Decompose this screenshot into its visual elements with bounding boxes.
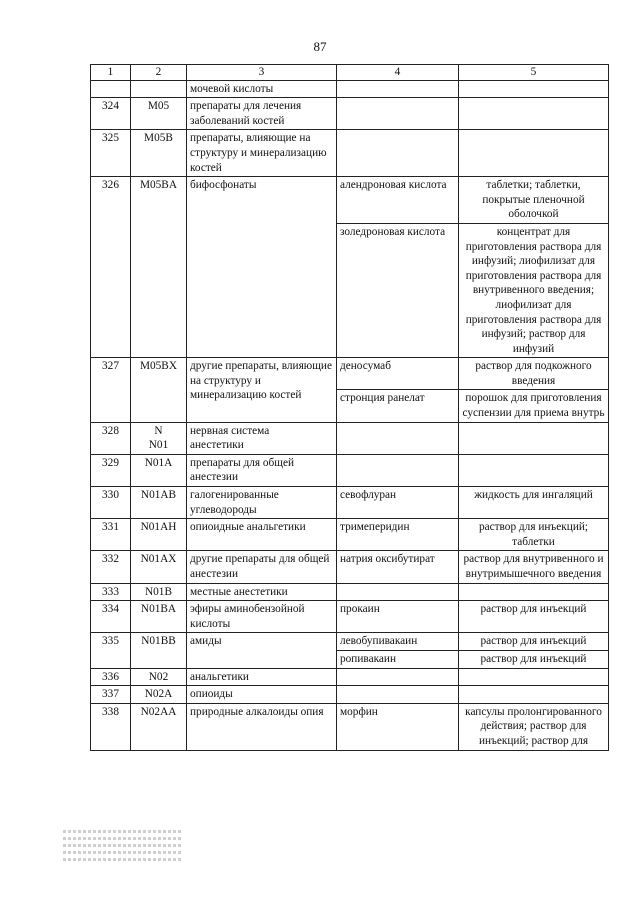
table-header-row: [91, 65, 609, 81]
atc-code: [131, 98, 187, 130]
row-number: 332: [91, 551, 131, 583]
atc-code: [131, 80, 187, 98]
atc-group-name-text: другие препараты для общей анестезии: [190, 553, 330, 580]
atc-code: [131, 358, 187, 422]
drug-name: [337, 454, 459, 486]
dosage-form: раствор для инъекций: [459, 601, 609, 633]
atc-code-text: N01AB: [140, 489, 177, 502]
atc-group-name-text: другие препараты, влияющие на структуру и минерализацию костей: [190, 360, 332, 402]
atc-group-name-text: препараты, влияющие на структуру и минерализацию костей: [190, 132, 327, 174]
atc-group-name-text: местные анестетики: [190, 585, 288, 598]
dosage-form: таблетки; таблетки, покрытые пленочной оболочкой: [459, 177, 609, 224]
row-number: 331: [91, 519, 131, 551]
atc-group-name: [187, 633, 337, 668]
drug-name: [337, 80, 459, 98]
column-header: 3: [187, 65, 337, 81]
column-header: 1: [91, 65, 131, 81]
table-row: [91, 601, 609, 633]
table-row: [91, 454, 609, 486]
drug-name: тримеперидин: [337, 519, 459, 551]
drug-name: стронция ранелат: [337, 390, 459, 422]
atc-code: [131, 686, 187, 704]
atc-code: [131, 633, 187, 668]
dosage-form: концентрат для приготовления раствора для инфузий; лиофилизат для приготовления раствора для внутривенного введения; лиофилизат для приготовления раствора для инфузий; раствор для инфузий: [459, 223, 609, 357]
table-row: [91, 358, 609, 390]
atc-code: [131, 519, 187, 551]
row-number: 336: [91, 668, 131, 686]
atc-group-name-text: опиоиды: [190, 688, 233, 701]
drug-name: алендроновая кислота: [337, 177, 459, 224]
drug-name: [337, 583, 459, 601]
atc-code-text: N01BB: [141, 635, 176, 648]
row-number: 337: [91, 686, 131, 704]
column-header: 5: [459, 65, 609, 81]
atc-group-name-text: препараты для лечения заболеваний костей: [190, 100, 302, 127]
atc-group-name: [187, 551, 337, 583]
dosage-form: [459, 130, 609, 177]
atc-code: [131, 583, 187, 601]
table-row: [91, 80, 609, 98]
drug-name: [337, 686, 459, 704]
dosage-form: жидкость для ингаляций: [459, 487, 609, 519]
row-number: 327: [91, 358, 131, 422]
atc-code-text: M05: [147, 100, 170, 113]
atc-group-name-text: амиды: [190, 635, 222, 648]
table-row: [91, 519, 609, 551]
row-number: 333: [91, 583, 131, 601]
column-header: 4: [337, 65, 459, 81]
atc-group-name-text: опиоидные анальгетики: [190, 521, 306, 534]
atc-group-name-text: природные алкалоиды опия: [190, 705, 324, 718]
atc-code-text: N02A: [144, 688, 173, 701]
atc-group-name: [187, 668, 337, 686]
atc-group-name-text: анальгетики: [190, 670, 249, 683]
atc-group-name-text: эфиры аминобензойной кислоты: [190, 603, 305, 630]
atc-code-text: N01BA: [140, 603, 177, 616]
drug-name: деносумаб: [337, 358, 459, 390]
dosage-form: [459, 80, 609, 98]
atc-group-name: [187, 98, 337, 130]
dosage-form: раствор для подкожного введения: [459, 358, 609, 390]
atc-code-text: M05BX: [139, 360, 178, 373]
atc-group-name-text: нервная система анестетики: [190, 424, 270, 452]
atc-code-text: N01AH: [140, 521, 177, 534]
row-number: 324: [91, 98, 131, 130]
atc-code-text: N01AX: [140, 553, 177, 566]
row-number: 326: [91, 177, 131, 358]
dosage-form: [459, 422, 609, 454]
dosage-form: раствор для внутривенного и внутримышечного введения: [459, 551, 609, 583]
drug-name: [337, 668, 459, 686]
atc-code: [131, 422, 187, 454]
row-number: 335: [91, 633, 131, 668]
drug-name: севофлуран: [337, 487, 459, 519]
atc-code-text: M05BA: [139, 179, 178, 192]
dosage-form: [459, 583, 609, 601]
table-row: [91, 703, 609, 750]
dosage-form: [459, 98, 609, 130]
dosage-form: раствор для инъекций: [459, 650, 609, 668]
atc-code-text: N N01: [148, 424, 169, 452]
dosage-form: порошок для приготовления суспензии для приема внутрь: [459, 390, 609, 422]
dosage-form: [459, 454, 609, 486]
page-number: 87: [313, 39, 327, 54]
table-row: [91, 98, 609, 130]
atc-group-name: [187, 703, 337, 750]
table-row: [91, 487, 609, 519]
atc-group-name: [187, 519, 337, 551]
atc-code: [131, 601, 187, 633]
atc-group-name: [187, 454, 337, 486]
drug-name: прокаин: [337, 601, 459, 633]
atc-code: [131, 668, 187, 686]
dosage-form: капсулы пролонгированного действия; раствор для инъекций; раствор для: [459, 703, 609, 750]
atc-group-name: [187, 686, 337, 704]
dosage-form: раствор для инъекций: [459, 633, 609, 651]
row-number: [91, 80, 131, 98]
atc-group-name: [187, 358, 337, 422]
table-row: [91, 422, 609, 454]
drug-name: морфин: [337, 703, 459, 750]
table-row: [91, 551, 609, 583]
atc-group-name: [187, 601, 337, 633]
atc-code: [131, 454, 187, 486]
table-row: [91, 668, 609, 686]
atc-code-text: N01B: [145, 585, 172, 598]
drug-name: [337, 422, 459, 454]
table-row: [91, 583, 609, 601]
atc-group-name: [187, 422, 337, 454]
table-row: [91, 686, 609, 704]
drug-name: левобупивакаин: [337, 633, 459, 651]
row-number: 330: [91, 487, 131, 519]
dosage-form: [459, 686, 609, 704]
atc-code: [131, 177, 187, 358]
atc-code-text: N01A: [144, 456, 173, 469]
atc-group-name-text: галогенированные углеводороды: [190, 489, 279, 516]
atc-group-name: [187, 130, 337, 177]
atc-group-name: [187, 80, 337, 98]
table-row: [91, 633, 609, 651]
dosage-form: раствор для инъекций; таблетки: [459, 519, 609, 551]
atc-group-name-text: бифосфонаты: [190, 179, 257, 192]
atc-group-name-text: препараты для общей анестезии: [190, 456, 295, 484]
drug-name: [337, 98, 459, 130]
atc-code-text: N02AA: [140, 705, 177, 718]
atc-group-name-text: мочевой кислоты: [190, 82, 274, 95]
column-header: 2: [131, 65, 187, 81]
atc-group-name: [187, 583, 337, 601]
stamp-image: [63, 826, 181, 874]
drug-name: [337, 130, 459, 177]
table-row: [91, 177, 609, 224]
row-number: 325: [91, 130, 131, 177]
row-number: 334: [91, 601, 131, 633]
drug-list-table: [90, 64, 609, 751]
atc-group-name: [187, 177, 337, 358]
atc-code: [131, 130, 187, 177]
atc-code: [131, 703, 187, 750]
row-number: 328: [91, 422, 131, 454]
row-number: 329: [91, 454, 131, 486]
drug-name: золедроновая кислота: [337, 223, 459, 357]
row-number: 338: [91, 703, 131, 750]
dosage-form: [459, 668, 609, 686]
atc-code-text: N02: [148, 670, 169, 683]
drug-name: натрия оксибутират: [337, 551, 459, 583]
table-row: [91, 130, 609, 177]
drug-name: ропивакаин: [337, 650, 459, 668]
atc-code: [131, 487, 187, 519]
atc-group-name: [187, 487, 337, 519]
atc-code: [131, 551, 187, 583]
atc-code-text: M05B: [144, 132, 173, 145]
